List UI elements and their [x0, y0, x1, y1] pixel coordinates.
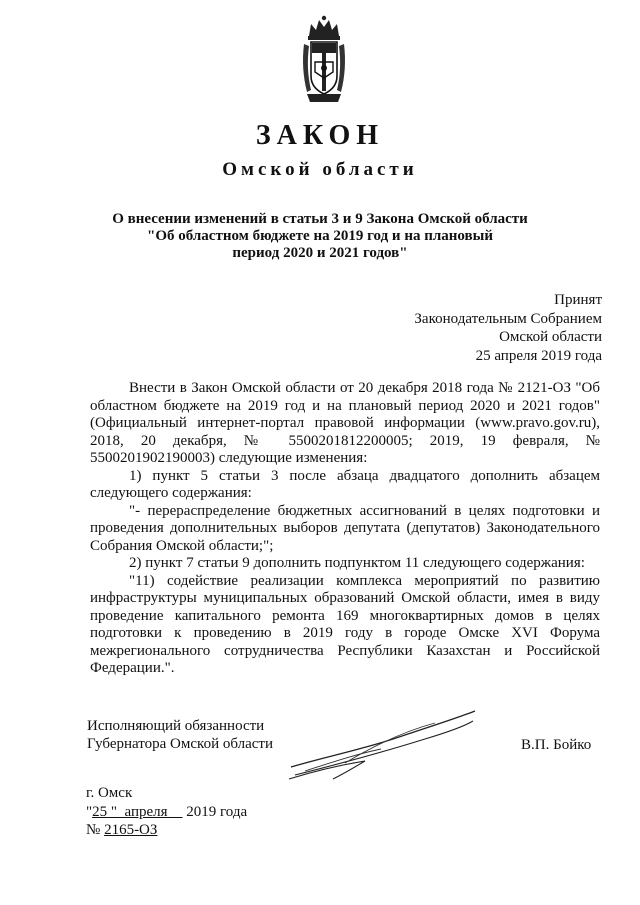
signatory-position-line: Губернатора Омской области [87, 736, 273, 752]
body-paragraph: "- перераспределение бюджетных ассигнований в целях подготовки и проведения дополнительных выборов депутата (депутатов) Законодательного Собрания Омской области;"; [90, 502, 600, 554]
adoption-date: 25 апреля 2019 года [475, 347, 602, 364]
document-subtitle: Омской области [222, 159, 418, 180]
law-body [90, 380, 600, 678]
law-heading-line: "Об областном бюджете на 2019 год и на плановый [147, 228, 493, 244]
signatory-name: В.П. Бойко [521, 737, 592, 753]
law-heading-line: О внесении изменений в статьи 3 и 9 Закона Омской области [112, 211, 528, 227]
signatory-position [87, 717, 273, 753]
number-line [86, 821, 247, 840]
law-heading [0, 211, 640, 262]
date-month: апреля [124, 803, 168, 820]
coat-of-arms-icon [301, 14, 347, 104]
body-paragraph: Внести в Закон Омской области от 20 декабря 2018 года № 2121-ОЗ "Об областном бюджете на 2019 год и на плановый период 2020 и 2021 годов" (Официальный интернет-портал правовой информации (www.pravo.gov.ru), 2018, 20 декабря, № 5500201812200005; 2019, 19 февраля, № 5500201902190003) следующие изменения: [90, 380, 600, 466]
body-paragraph: 2) пункт 7 статьи 9 дополнить подпунктом 11 следующего содержания: [129, 555, 585, 571]
document-footer [86, 784, 247, 840]
date-year: 2019 года [186, 803, 248, 820]
adoption-line: Омской области [499, 329, 602, 345]
body-paragraph: "11) содействие реализации комплекса мероприятий по развитию инфраструктуры муниципальных образований Омской области, имея в виду проведение капитального ремонта 169 многоквартирных домов в целях подготовки к проведению в 2019 году в городе Омске XVI Форума межрегионального сотрудничества Республики Казахстан и Российской Федерации.". [90, 572, 600, 676]
city-line: г. Омск [86, 785, 133, 801]
law-number: 2165-ОЗ [104, 822, 158, 838]
handwritten-signature-icon [285, 705, 480, 785]
signatory-position-line: Исполняющий обязанности [87, 718, 265, 734]
date-line: "25 " апреля 2019 года [86, 803, 248, 820]
law-heading-line: период 2020 и 2021 годов" [232, 245, 408, 261]
adoption-line: Принят [554, 292, 602, 308]
adoption-line: Законодательным Собранием [414, 310, 602, 327]
date-day: 25 [92, 803, 108, 820]
number-prefix: № [86, 822, 101, 838]
body-paragraph: 1) пункт 5 статьи 3 после абзаца двадцатого дополнить абзацем следующего содержания: [90, 467, 600, 501]
adoption-block [414, 291, 602, 365]
document-title: ЗАКОН [255, 120, 385, 151]
